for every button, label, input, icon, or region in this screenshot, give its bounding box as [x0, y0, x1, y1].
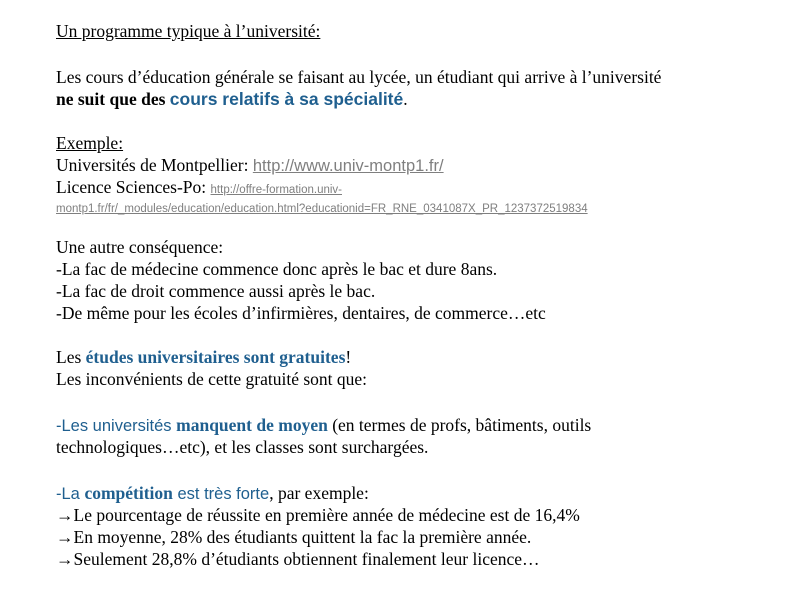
- intro-bold-text: ne suit que des: [56, 89, 170, 109]
- gratuite-emphasis: études universitaires sont gratuites: [85, 347, 346, 367]
- moyens-line-1: [56, 414, 591, 437]
- consequence-heading: Une autre conséquence:: [56, 237, 224, 257]
- moyens-prefix: -Les universités: [56, 417, 177, 435]
- gratuite-prefix: Les: [56, 347, 86, 367]
- licence-label: Licence Sciences-Po:: [56, 177, 211, 197]
- competition-suffix: , par exemple:: [269, 483, 369, 503]
- montpellier-line: [56, 154, 444, 177]
- moyens-suffix: (en termes de profs, bâtiments, outils: [327, 415, 592, 435]
- montpellier-link[interactable]: http://www.univ-montp1.fr/: [252, 157, 444, 175]
- licence-link-part-2[interactable]: montp1.fr/fr/_modules/education/education.html?educationid=FR_RNE_0341087X_PR_1237372519834: [56, 203, 588, 215]
- intro-period: .: [403, 89, 408, 109]
- competition-forte: est très forte: [172, 485, 270, 503]
- consequence-medecine: -La fac de médecine commence donc après le bac et dure 8ans.: [56, 259, 498, 279]
- competition-bold: compétition: [84, 483, 173, 503]
- competition-line: [56, 482, 369, 505]
- competition-abandon: →En moyenne, 28% des étudiants quittent la fac la première année.: [56, 527, 532, 547]
- licence-link-part-1[interactable]: http://offre-formation.univ-: [210, 184, 342, 196]
- gratuite-suffix: !: [345, 347, 352, 367]
- intro-specialty-text: cours relatifs à sa spécialité: [169, 89, 404, 109]
- consequence-droit: -La fac de droit commence aussi après le bac.: [56, 281, 376, 301]
- competition-reussite: →Le pourcentage de réussite en première année de médecine est de 16,4%: [56, 505, 580, 525]
- montpellier-label: Universités de Montpellier:: [56, 155, 253, 175]
- competition-prefix: -La: [56, 485, 85, 503]
- moyens-line-2: technologiques…etc), et les classes sont surchargées.: [56, 437, 429, 457]
- licence-line-2: [56, 195, 588, 220]
- page-title: Un programme typique à l’université:: [56, 21, 321, 41]
- competition-licence: →Seulement 28,8% d’étudiants obtiennent finalement leur licence…: [56, 549, 540, 569]
- gratuite-line: [56, 346, 351, 368]
- consequence-ecoles: -De même pour les écoles d’infirmières, dentaires, de commerce…etc: [56, 303, 546, 323]
- moyens-bold: manquent de moyen: [176, 415, 328, 435]
- example-heading: Exemple:: [56, 133, 124, 153]
- intro-line-1: Les cours d’éducation générale se faisant au lycée, un étudiant qui arrive à l’université: [56, 67, 662, 87]
- inconvenients-intro: Les inconvénients de cette gratuité sont que:: [56, 369, 368, 389]
- intro-line-2: [56, 88, 408, 110]
